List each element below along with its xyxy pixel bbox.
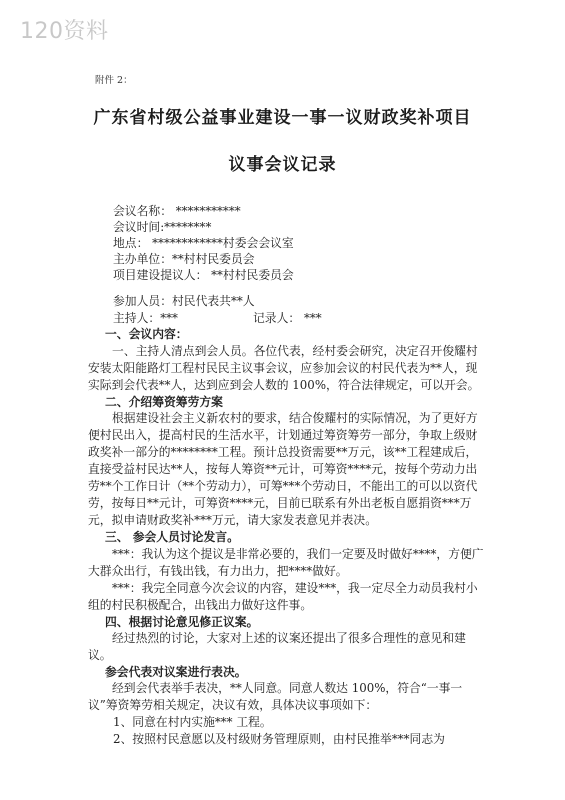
resolution-item-1: 1、同意在村内实施*** 工程。 [113, 715, 272, 729]
section-1-heading: 一、会议内容： [105, 327, 188, 341]
meeting-place: 地点： ************村委会会议室 [113, 236, 294, 250]
section-2-body: 根据建设社会主义新农村的要求，结合俊耀村的实际情况，为了更好方便村民出入，提高村民的生活水平，计划通过筹资筹劳一部分，争取上级财政奖补一部分的********工程。预计总投资需要**万元，该**工程建成后，直接受益村民达**人，按每人筹资**元计，可筹资****元，按每个劳动力出劳**个工作日计（**个劳动力），可筹***个劳动日，不能出工的可以以资代劳，按每日**元计，可筹资****元，目前已联系有外出老板自愿捐资***万元，拟申请财政奖补***万元，请大家发表意见并表决。 [88, 411, 478, 527]
document-subtitle: 议事会议记录 [228, 155, 337, 175]
section-2-heading: 二、介绍筹资筹劳方案 [105, 395, 223, 409]
host-unit: 主办单位：**村村民委员会 [113, 252, 255, 266]
section-5-body: 经到会代表举手表决，**人同意。同意人数达 100%，符合“一事一议”筹资筹劳相关规定，决议有效，具体决议事项如下： [88, 681, 463, 712]
watermark: 120资料 [20, 19, 109, 44]
section-4-body: 经过热烈的讨论，大家对上述的议案还提出了很多合理性的意见和建议。 [88, 631, 466, 662]
meeting-name: 会议名称： *********** [113, 204, 241, 218]
participants: 参加人员：村民代表共**人 [113, 294, 255, 308]
section-4-heading: 四、根据讨论意见修正议案。 [105, 615, 259, 629]
document-title: 广东省村级公益事业建设一事一议财政奖补项目 [93, 108, 472, 128]
section-3-speech-1: ***：我认为这个提议是非常必要的，我们一定要及时做好****，方便广大群众出行，有钱出钱，有力出力，把****做好。 [88, 547, 484, 578]
resolution-item-2: 2、按照村民意愿以及村级财务管理原则，由村民推举***同志为 [113, 732, 445, 746]
section-1-body: 一、主持人清点到会人员。各位代表，经村委会研究，决定召开俊耀村安装太阳能路灯工程村民民主议事会议，应参加会议的村民代表为**人，现实际到会代表**人，达到应到会人数的 100%，符合法律规定，可以开会。 [88, 344, 480, 392]
proposer: 项目建设提议人： **村村民委员会 [113, 268, 294, 282]
section-3-heading: 三、 参会人员讨论发言。 [105, 530, 239, 544]
section-5-heading: 参会代表对议案进行表决。 [105, 665, 247, 679]
chairperson: 主持人：*** [113, 311, 178, 325]
recorder: 记录人： *** [253, 311, 322, 325]
attachment-label: 附件 2： [95, 75, 133, 86]
meeting-time: 会议时间:******** [113, 220, 212, 234]
section-3-speech-2: ***：我完全同意今次会议的内容，建设***，我一定尽全力动员我村小组的村民积极配合，出钱出力做好这件事。 [88, 581, 478, 612]
